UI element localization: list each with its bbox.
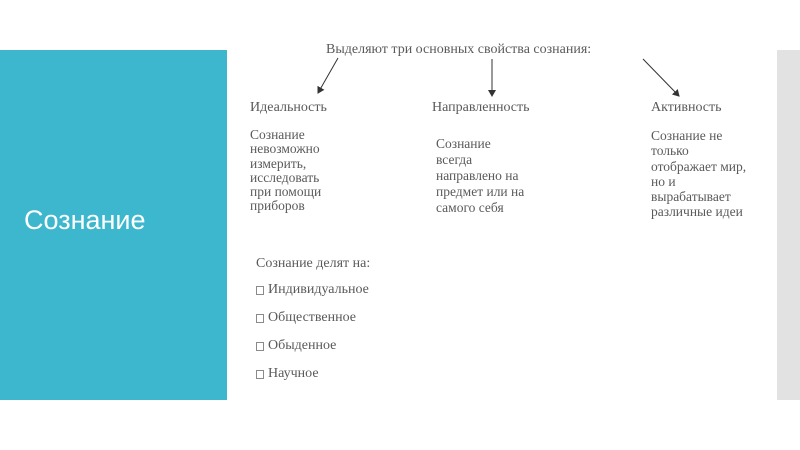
slide-title: Сознание <box>24 205 146 235</box>
arrow-right <box>643 59 679 96</box>
property-description-ideality: Сознание невозможно измерить, исследовать при помощи приборов <box>250 127 322 214</box>
division-list <box>256 282 369 394</box>
list-item: Индивидуальное <box>256 282 369 310</box>
property-description-direction: Сознание всегда направлено на предмет или на самого себя <box>436 136 525 215</box>
property-heading-direction: Направленность <box>432 100 530 115</box>
list-item: Обыденное <box>256 338 369 366</box>
checkbox-bullet-icon <box>256 342 264 351</box>
property-heading-ideality: Идеальность <box>250 100 327 115</box>
division-title: Сознание делят на: <box>256 256 371 271</box>
property-heading-activity: Активность <box>651 100 722 115</box>
checkbox-bullet-icon <box>256 370 264 379</box>
checkbox-bullet-icon <box>256 286 264 295</box>
list-item: Общественное <box>256 310 369 338</box>
checkbox-bullet-icon <box>256 314 264 323</box>
property-description-activity: Сознание не только отображает мир, но и вырабатывает различные идеи <box>651 128 747 220</box>
arrow-left <box>318 58 338 93</box>
list-item: Научное <box>256 366 369 394</box>
intro-text: Выделяют три основных свойства сознания: <box>326 42 592 57</box>
